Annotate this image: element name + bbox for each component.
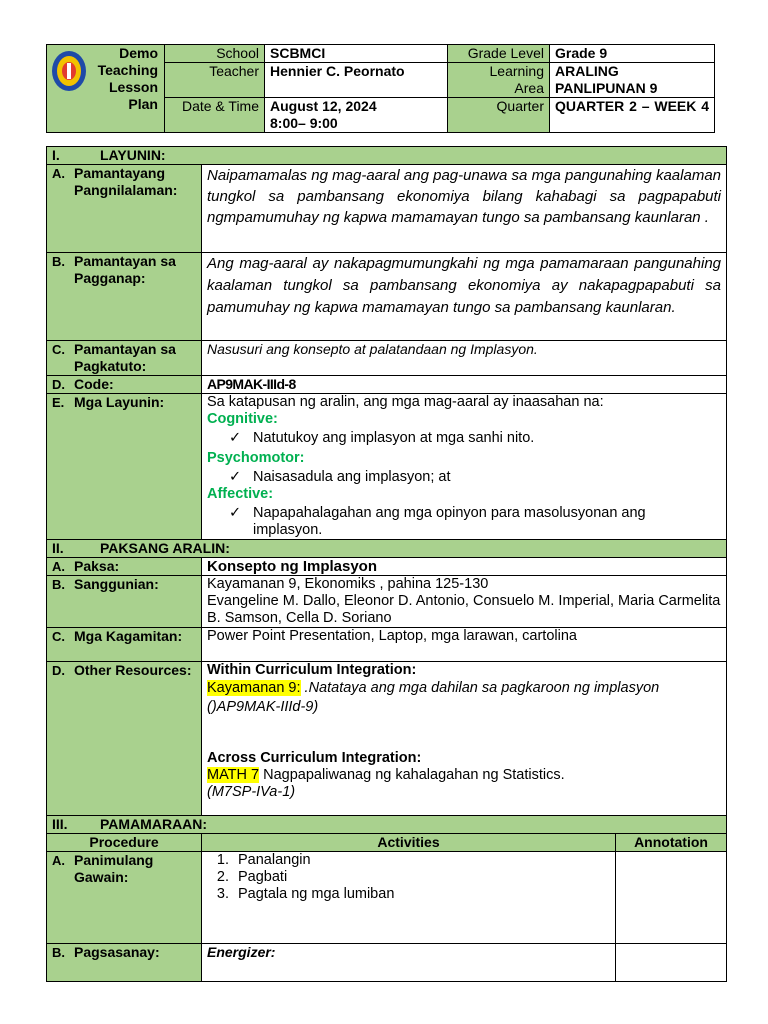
date-time-cell bbox=[265, 98, 448, 133]
teacher-label: Teacher bbox=[165, 63, 265, 98]
lesson-plan-title: Demo Teaching Lesson Plan bbox=[97, 45, 158, 112]
school-label: School bbox=[165, 45, 265, 63]
section3-b-annotation bbox=[616, 944, 727, 982]
section2-a-label-cell bbox=[47, 558, 202, 576]
across-title: Across Curriculum Integration: bbox=[207, 750, 422, 766]
section2-d-label-cell bbox=[47, 662, 202, 816]
across-highlight: MATH 7 bbox=[207, 767, 260, 783]
reference-authors: Evangeline M. Dallo, Eleonor D. Antonio, Consuelo M. Imperial, Maria Carmelita B. Samson, Cella D. Soriano bbox=[207, 593, 721, 626]
section2-c-num: C. bbox=[52, 629, 65, 644]
check-icon: ✓ bbox=[229, 505, 242, 521]
area-value: ARALING PANLIPUNAN 9 bbox=[550, 63, 715, 98]
section3-a-activities bbox=[202, 852, 616, 944]
section1-d-num: D. bbox=[52, 377, 65, 392]
section2-a-num: A. bbox=[52, 559, 65, 574]
section2-a-text: Konsepto ng Implasyon bbox=[202, 558, 727, 576]
section2-c-label: Mga Kagamitan: bbox=[74, 628, 183, 644]
section1-a-text: Naipamamalas ng mag-aaral ang pag-unawa sa mga pangunahing kaalaman tungkol sa pambansang ekonomiya bilang kahabagi sa pagpapabuti ngmpamumuhay ng kapwa mamamayan tungo sa pambansang kaunlaran . bbox=[202, 165, 727, 253]
logo-title-cell bbox=[47, 45, 165, 133]
section1-c-label: Pamantayan sa Pagkatuto: bbox=[74, 341, 176, 374]
list-item: 3. Pagtala ng mga lumiban bbox=[216, 886, 395, 902]
section2-a-label: Paksa: bbox=[74, 558, 120, 574]
section3-title: PAMAMARAAN: bbox=[100, 816, 208, 832]
section1-e-label-cell bbox=[47, 394, 202, 540]
section1-a-label: Pamantayang Pangnilalaman: bbox=[74, 165, 178, 198]
section3-header bbox=[47, 816, 727, 834]
list-item: 2. Pagbati bbox=[216, 869, 288, 885]
col-activities: Activities bbox=[202, 834, 616, 852]
area-label: Learning Area bbox=[448, 63, 550, 98]
teacher-value: Hennier C. Peornato bbox=[265, 63, 448, 98]
section1-c-num: C. bbox=[52, 342, 65, 357]
section1-a-label-cell bbox=[47, 165, 202, 253]
within-text: .Natataya ang mga dahilan sa pagkaroon ng implasyon ()AP9MAK-IIId-9) bbox=[207, 680, 660, 715]
list-item: 1. Panalangin bbox=[216, 852, 311, 868]
across-line bbox=[207, 767, 721, 784]
lesson-table bbox=[46, 146, 727, 982]
objectives-intro: Sa katapusan ng aralin, ang mga mag-aaral ay inaasahan na: bbox=[207, 394, 604, 410]
col-annotation: Annotation bbox=[616, 834, 727, 852]
time-value: 8:00– 9:00 bbox=[270, 115, 338, 131]
affective-item bbox=[207, 505, 721, 539]
section2-c-text: Power Point Presentation, Laptop, mga larawan, cartolina bbox=[202, 628, 727, 662]
section1-num: I. bbox=[52, 147, 60, 163]
across-text: Nagpapaliwanag ng kahalagahan ng Statistics. bbox=[259, 767, 565, 783]
section1-b-label-cell bbox=[47, 253, 202, 341]
section1-d-label: Code: bbox=[74, 376, 114, 392]
col-procedure: Procedure bbox=[47, 834, 202, 852]
section2-header bbox=[47, 540, 727, 558]
cognitive-text: Natutukoy ang implasyon at mga sanhi nito. bbox=[253, 430, 535, 446]
affective-text: Napapahalagahan ang mga opinyon para masolusyonan ang implasyon. bbox=[253, 505, 646, 538]
section2-d-num: D. bbox=[52, 663, 65, 678]
objectives-cell bbox=[202, 394, 727, 540]
psychomotor-text: Naisasadula ang implasyon; at bbox=[253, 469, 451, 485]
section3-b-label-cell bbox=[47, 944, 202, 982]
section1-c-label-cell bbox=[47, 341, 202, 376]
section2-b-label-cell bbox=[47, 576, 202, 628]
section1-d-label-cell bbox=[47, 376, 202, 394]
section1-a-num: A. bbox=[52, 166, 65, 181]
section3-a-num: A. bbox=[52, 853, 65, 868]
section1-b-text: Ang mag-aaral ay nakapagmumungkahi ng mga pamamaraan pangunahing kaalaman tungkol sa pambansang ekonomiya ay nakapagpapabuti sa pamumuhay ng kapwa mamamayan tungo sa pambansang kaunlaran. bbox=[202, 253, 727, 341]
cognitive-label: Cognitive: bbox=[207, 411, 278, 427]
quarter-value: QUARTER 2 – WEEK 4 bbox=[550, 98, 715, 133]
section1-header bbox=[47, 147, 727, 165]
section1-c-text: Nasusuri ang konsepto at palatandaan ng Implasyon. bbox=[202, 341, 727, 376]
section2-b-num: B. bbox=[52, 577, 65, 592]
across-code: (M7SP-IVa-1) bbox=[207, 784, 296, 800]
within-highlight: Kayamanan 9: bbox=[207, 680, 301, 696]
school-value: SCBMCI bbox=[265, 45, 448, 63]
section1-e-num: E. bbox=[52, 395, 65, 410]
psychomotor-label: Psychomotor: bbox=[207, 450, 305, 466]
grade-label: Grade Level bbox=[448, 45, 550, 63]
resources-cell bbox=[202, 662, 727, 816]
within-title: Within Curriculum Integration: bbox=[207, 662, 417, 678]
section3-b-activities: Energizer: bbox=[202, 944, 616, 982]
section2-d-label: Other Resources: bbox=[74, 662, 192, 678]
section3-a-label: Panimulang Gawain: bbox=[74, 852, 154, 885]
section1-b-label: Pamantayan sa Pagganap: bbox=[74, 253, 176, 286]
section1-d-text: AP9MAK-IIId-8 bbox=[202, 376, 727, 394]
psychomotor-item bbox=[207, 469, 721, 486]
header-table bbox=[46, 44, 715, 133]
section3-b-label: Pagsasanay: bbox=[74, 944, 160, 960]
check-icon: ✓ bbox=[229, 430, 242, 446]
within-line bbox=[207, 679, 721, 717]
section2-num: II. bbox=[52, 540, 64, 556]
section3-b-num: B. bbox=[52, 945, 65, 960]
section1-e-label: Mga Layunin: bbox=[74, 394, 165, 410]
quarter-label: Quarter bbox=[448, 98, 550, 133]
section2-title: PAKSANG ARALIN: bbox=[100, 540, 230, 556]
section2-b-label: Sanggunian: bbox=[74, 576, 159, 592]
date-value: August 12, 2024 bbox=[270, 98, 377, 114]
references-cell bbox=[202, 576, 727, 628]
check-icon: ✓ bbox=[229, 469, 242, 485]
section3-a-annotation bbox=[616, 852, 727, 944]
date-label: Date & Time bbox=[165, 98, 265, 133]
section2-c-label-cell bbox=[47, 628, 202, 662]
section3-num: III. bbox=[52, 816, 68, 832]
section3-a-label-cell bbox=[47, 852, 202, 944]
grade-value: Grade 9 bbox=[550, 45, 715, 63]
cognitive-item bbox=[207, 430, 721, 447]
school-logo-icon bbox=[51, 49, 87, 93]
section1-b-num: B. bbox=[52, 254, 65, 269]
reference-book: Kayamanan 9, Ekonomiks , pahina 125-130 bbox=[207, 576, 489, 592]
affective-label: Affective: bbox=[207, 486, 274, 502]
section1-title: LAYUNIN: bbox=[100, 147, 166, 163]
